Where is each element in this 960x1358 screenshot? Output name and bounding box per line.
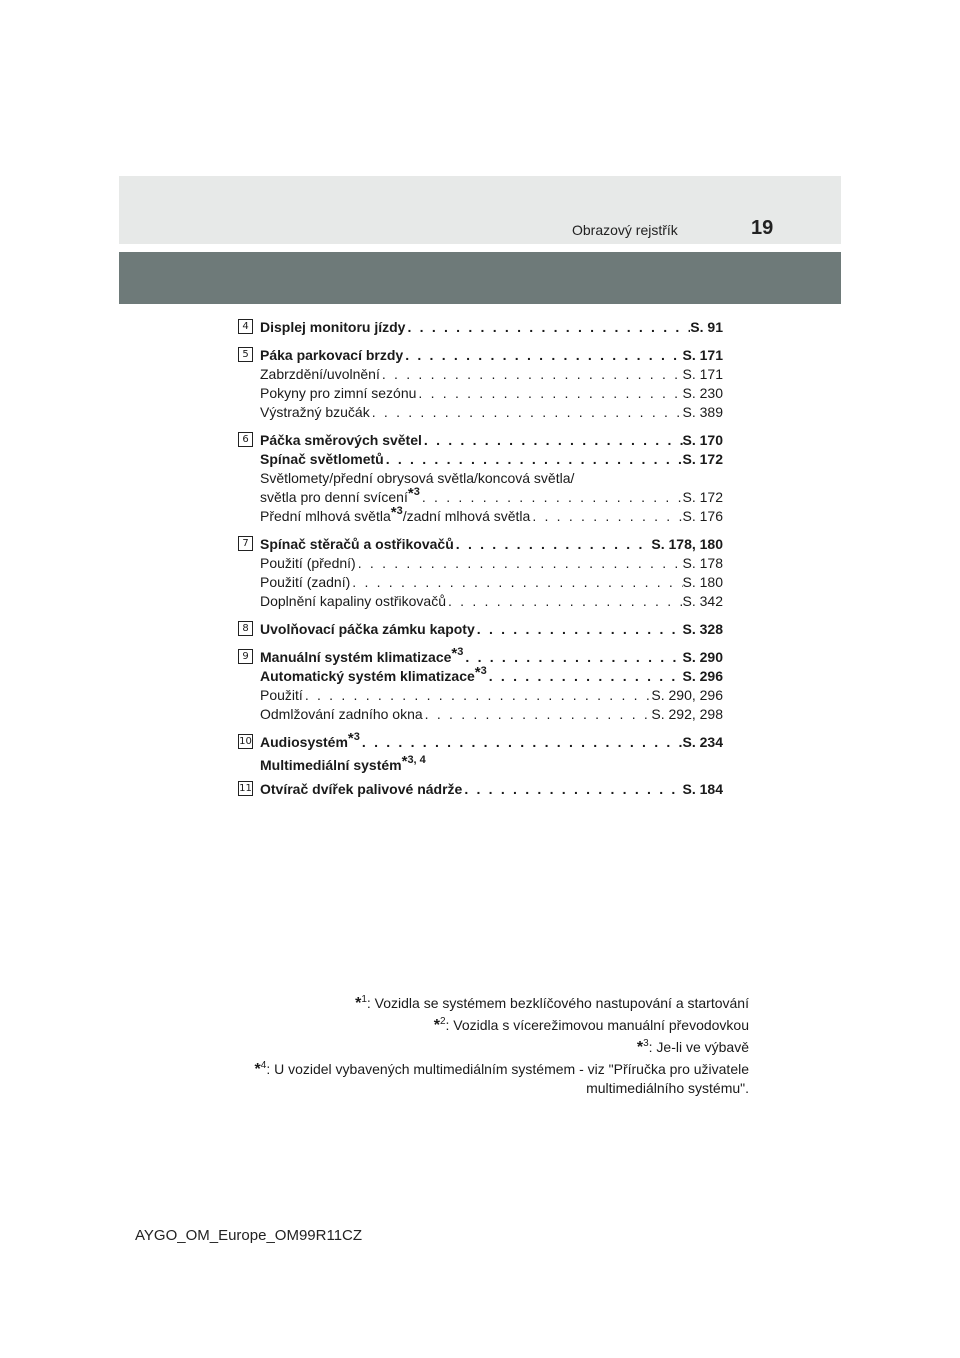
footnote-ref: 3, 4 — [407, 754, 426, 766]
footnote-star: * — [474, 664, 481, 681]
leader-dots — [303, 686, 652, 705]
page-reference[interactable]: S. 328 — [682, 621, 723, 637]
entry-label: Uvolňovací páčka zámku kapoty — [260, 621, 475, 637]
index-list — [238, 318, 723, 808]
page-reference[interactable]: S. 178, 180 — [651, 536, 723, 552]
leader-dots — [463, 648, 682, 667]
page-reference[interactable]: S. 178 — [682, 555, 723, 571]
leader-dots — [530, 507, 682, 526]
footnote-text-cont: multimediálního systému". — [586, 1080, 749, 1096]
section-marker: 9 — [238, 649, 253, 664]
entry-label-wrap — [260, 729, 360, 752]
entry-label-wrap — [260, 592, 446, 611]
index-entry[interactable] — [260, 346, 723, 365]
footnote-number: 3 — [643, 1038, 649, 1049]
footnote-ref: 3 — [480, 665, 487, 677]
index-section — [238, 780, 723, 799]
entry-label: Otvírač dvířek palivové nádrže — [260, 781, 463, 797]
section-marker: 5 — [238, 347, 253, 362]
footnote-number: 4 — [260, 1060, 267, 1071]
entry-label: Použití (zadní) — [260, 574, 351, 590]
index-entry[interactable] — [260, 431, 723, 450]
entry-label: Spínač stěračů a ostřikovačů — [260, 536, 454, 552]
index-entry[interactable] — [260, 450, 723, 469]
page-reference[interactable]: S. 230 — [682, 385, 723, 401]
page-reference[interactable]: S. 234 — [682, 734, 723, 750]
entry-label: Zabrzdění/uvolnění — [260, 366, 380, 382]
leader-dots — [350, 573, 682, 592]
footnote-text: : Vozidla s vícerežimovou manuální převodovkou — [445, 1017, 749, 1033]
page-reference[interactable]: S. 290 — [682, 649, 723, 665]
footnote — [189, 1038, 749, 1057]
index-entry[interactable] — [260, 780, 723, 799]
leader-dots — [405, 318, 690, 337]
entry-label: Páčka směrových světel — [260, 432, 422, 448]
entry-label: Páka parkovací brzdy — [260, 347, 404, 363]
entry-label: Pokyny pro zimní sezónu — [260, 385, 417, 401]
entry-label-wrap — [260, 431, 422, 450]
page-reference[interactable]: S. 342 — [682, 593, 723, 609]
section-marker: 8 — [238, 621, 253, 636]
page-reference[interactable]: S. 91 — [690, 319, 723, 335]
leader-dots — [422, 431, 683, 450]
footnote-star: * — [407, 485, 414, 502]
footnote-star: * — [254, 1061, 261, 1078]
page-number: 19 — [751, 217, 774, 239]
entry-label-wrap — [260, 573, 350, 592]
entry-label-wrap — [260, 346, 403, 365]
leader-dots — [403, 346, 682, 365]
footnote-ref: 3 — [396, 505, 403, 517]
leader-dots — [370, 403, 683, 422]
section-marker: 7 — [238, 536, 253, 551]
entry-label: Použití — [260, 687, 303, 703]
leader-dots — [360, 733, 683, 752]
footnote-star: * — [390, 504, 397, 521]
entry-label: světla pro denní svícení — [260, 489, 408, 505]
index-subentry[interactable] — [260, 573, 723, 592]
leader-dots — [356, 554, 683, 573]
entry-label-wrap — [260, 620, 475, 639]
footnote-text: : U vozidel vybavených multimediálním systémem - viz "Příručka pro uživatele — [266, 1061, 749, 1077]
entry-label-wrap — [260, 663, 487, 686]
footnote-star: * — [636, 1039, 644, 1056]
entry-label: Displej monitoru jízdy — [260, 319, 406, 335]
index-entry[interactable] — [260, 318, 723, 337]
header-band — [119, 176, 841, 244]
header-dark-bar — [119, 252, 841, 304]
footnote-star: * — [347, 730, 354, 747]
index-section — [238, 645, 723, 724]
footnote-star: * — [433, 1017, 440, 1034]
leader-dots — [475, 620, 683, 639]
page-reference[interactable]: S. 171 — [682, 366, 723, 382]
page-reference[interactable]: S. 184 — [682, 781, 723, 797]
footnote-ref: 3 — [353, 731, 360, 743]
footnote-star: * — [401, 753, 408, 770]
entry-label-suffix: /zadní mlhová světla — [402, 508, 531, 524]
footnote-text: : Je-li ve výbavě — [648, 1039, 749, 1055]
page-reference[interactable]: S. 296 — [682, 668, 723, 684]
section-marker: 4 — [238, 319, 253, 334]
index-section — [238, 620, 723, 639]
footnote — [189, 994, 749, 1013]
index-section — [238, 730, 723, 773]
page-reference[interactable]: S. 171 — [682, 347, 723, 363]
footnote-number: 2 — [439, 1016, 446, 1027]
index-section — [238, 431, 723, 526]
footnote-ref: 3 — [457, 646, 464, 658]
entry-label-wrap — [260, 535, 454, 554]
leader-dots — [462, 780, 682, 799]
page-reference[interactable]: S. 172 — [682, 451, 723, 467]
footnote-text: : Vozidla se systémem bezklíčového nastupování a startování — [366, 995, 749, 1011]
index-subentry[interactable] — [260, 403, 723, 422]
index-text — [260, 752, 723, 771]
leader-dots — [416, 384, 682, 403]
index-section — [238, 535, 723, 611]
page-reference[interactable]: S. 292, 298 — [651, 706, 723, 722]
index-section — [238, 346, 723, 422]
index-section — [238, 318, 723, 337]
entry-label-wrap — [260, 318, 405, 337]
entry-label-wrap — [260, 686, 303, 705]
index-entry[interactable] — [260, 620, 723, 639]
entry-label-wrap — [260, 365, 380, 384]
index-subentry[interactable] — [260, 504, 723, 526]
entry-label: Doplnění kapaliny ostřikovačů — [260, 593, 446, 609]
entry-label: Multimediální systém — [260, 757, 402, 773]
footnote — [189, 1060, 749, 1098]
entry-label-wrap — [260, 780, 462, 799]
entry-label-wrap — [260, 705, 423, 724]
page-reference[interactable]: S. 172 — [682, 489, 723, 505]
page-reference[interactable]: S. 170 — [682, 432, 723, 448]
entry-label: Světlomety/přední obrysová světla/koncová světla/ — [260, 470, 575, 486]
footnotes — [189, 994, 749, 1101]
page-reference[interactable]: S. 290, 296 — [651, 687, 723, 703]
footer-doc-code: AYGO_OM_Europe_OM99R11CZ — [135, 1227, 363, 1244]
entry-label: Spínač světlometů — [260, 451, 384, 467]
entry-label: Audiosystém — [260, 734, 348, 750]
leader-dots — [487, 667, 683, 686]
footnote-star: * — [451, 645, 458, 662]
index-subentry[interactable] — [260, 705, 723, 724]
section-marker: 6 — [238, 432, 253, 447]
index-subentry[interactable] — [260, 592, 723, 611]
footnote — [189, 1016, 749, 1035]
entry-label-wrap — [260, 403, 370, 422]
entry-label-wrap — [260, 554, 356, 573]
entry-label: Výstražný bzučák — [260, 404, 370, 420]
page-reference[interactable]: S. 176 — [682, 508, 723, 524]
page-reference[interactable]: S. 389 — [682, 404, 723, 420]
index-entry[interactable] — [260, 730, 723, 752]
entry-label-wrap — [260, 384, 416, 403]
footnote-star: * — [355, 995, 362, 1012]
index-subentry[interactable] — [260, 365, 723, 384]
leader-dots — [446, 592, 683, 611]
leader-dots — [380, 365, 683, 384]
leader-dots — [454, 535, 652, 554]
footnote-ref: 3 — [413, 486, 420, 498]
section-marker: 10 — [239, 736, 252, 747]
index-subentry[interactable] — [260, 554, 723, 573]
section-marker: 11 — [239, 783, 252, 794]
entry-label: Použití (přední) — [260, 555, 356, 571]
entry-label: Manuální systém klimatizace — [260, 649, 452, 665]
entry-label-wrap — [260, 503, 530, 526]
entry-label-wrap — [260, 450, 384, 469]
leader-dots — [384, 450, 683, 469]
page-reference[interactable]: S. 180 — [682, 574, 723, 590]
index-subentry[interactable] — [260, 384, 723, 403]
section-title: Obrazový rejstřík — [572, 222, 678, 238]
entry-label: Odmlžování zadního okna — [260, 706, 423, 722]
leader-dots — [423, 705, 652, 724]
index-entry[interactable] — [260, 664, 723, 686]
index-subentry[interactable] — [260, 686, 723, 705]
index-entry[interactable] — [260, 535, 723, 554]
entry-label: Automatický systém klimatizace — [260, 668, 475, 684]
section-gap — [238, 802, 723, 808]
footnote-number: 1 — [361, 994, 367, 1005]
entry-label: Přední mlhová světla — [260, 508, 391, 524]
